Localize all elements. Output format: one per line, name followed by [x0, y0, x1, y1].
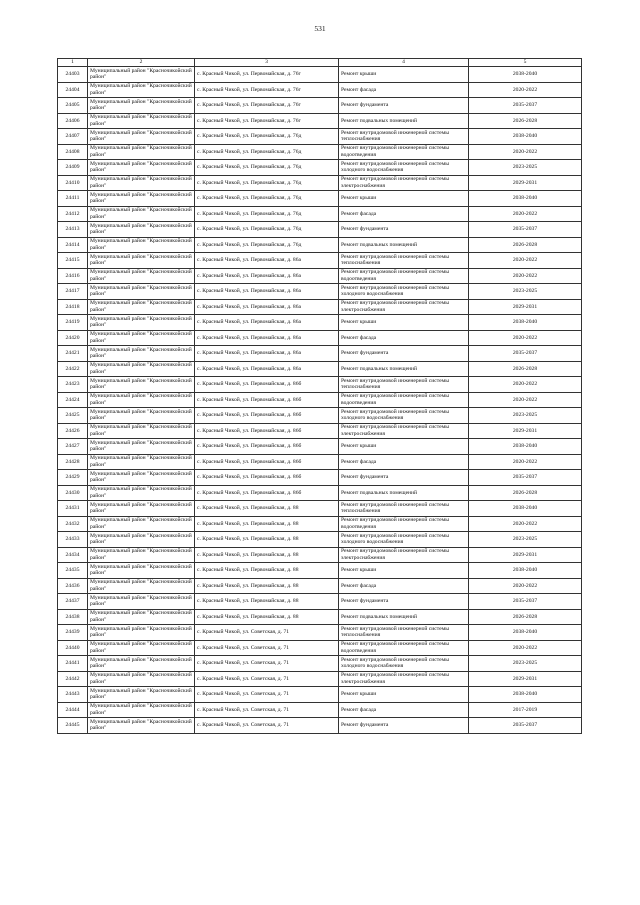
work-type-cell: Ремонт крыши	[339, 563, 469, 579]
period-cell: 2029-2031	[469, 671, 582, 687]
municipality-cell: Муниципальный район "Красночикойский район"	[88, 206, 195, 222]
work-type-cell: Ремонт фундамента	[339, 470, 469, 486]
address-cell: с. Красный Чикой, ул. Первомайская, д. 86б	[195, 377, 339, 393]
period-cell: 2029-2031	[469, 423, 582, 439]
row-number-cell: 24428	[58, 454, 88, 470]
municipality-cell: Муниципальный район "Красночикойский район"	[88, 687, 195, 703]
header-col-2: 2	[88, 59, 195, 67]
municipality-cell: Муниципальный район "Красночикойский район"	[88, 516, 195, 532]
row-number-cell: 24403	[58, 67, 88, 83]
period-cell: 2023-2025	[469, 532, 582, 548]
municipality-cell: Муниципальный район "Красночикойский район"	[88, 315, 195, 331]
municipality-cell: Муниципальный район "Красночикойский район"	[88, 284, 195, 300]
row-number-cell: 24413	[58, 222, 88, 238]
address-cell: с. Красный Чикой, ул. Первомайская, д. 86а	[195, 361, 339, 377]
row-number-cell: 24412	[58, 206, 88, 222]
address-cell: с. Красный Чикой, ул. Первомайская, д. 76д	[195, 175, 339, 191]
work-type-cell: Ремонт подвальных помещений	[339, 113, 469, 129]
work-type-cell: Ремонт подвальных помещений	[339, 361, 469, 377]
period-cell: 2026-2028	[469, 237, 582, 253]
row-number-cell: 24435	[58, 563, 88, 579]
municipality-cell: Муниципальный район "Красночикойский район"	[88, 439, 195, 455]
address-cell: с. Красный Чикой, ул. Первомайская, д. 86б	[195, 454, 339, 470]
table-row	[58, 222, 582, 238]
table-row	[58, 532, 582, 548]
table-row	[58, 82, 582, 98]
period-cell: 2038-2040	[469, 67, 582, 83]
period-cell: 2020-2022	[469, 392, 582, 408]
row-number-cell: 24407	[58, 129, 88, 145]
work-type-cell: Ремонт крыши	[339, 439, 469, 455]
period-cell: 2035-2037	[469, 98, 582, 114]
table-row	[58, 175, 582, 191]
table-row	[58, 687, 582, 703]
work-type-cell: Ремонт внутридомовой инженерной системы водоотведения	[339, 640, 469, 656]
municipality-cell: Муниципальный район "Красночикойский район"	[88, 702, 195, 718]
row-number-cell: 24442	[58, 671, 88, 687]
municipality-cell: Муниципальный район "Красночикойский район"	[88, 671, 195, 687]
address-cell: с. Красный Чикой, ул. Первомайская, д. 76д	[195, 222, 339, 238]
period-cell: 2023-2025	[469, 656, 582, 672]
table-row	[58, 67, 582, 83]
municipality-cell: Муниципальный район "Красночикойский район"	[88, 222, 195, 238]
table-row	[58, 98, 582, 114]
municipality-cell: Муниципальный район "Красночикойский район"	[88, 625, 195, 641]
period-cell: 2026-2028	[469, 609, 582, 625]
municipality-cell: Муниципальный район "Красночикойский район"	[88, 609, 195, 625]
address-cell: с. Красный Чикой, ул. Советская, д. 71	[195, 640, 339, 656]
period-cell: 2020-2022	[469, 330, 582, 346]
row-number-cell: 24427	[58, 439, 88, 455]
header-col-5: 5	[469, 59, 582, 67]
address-cell: с. Красный Чикой, ул. Советская, д. 71	[195, 656, 339, 672]
table-row	[58, 702, 582, 718]
work-type-cell: Ремонт внутридомовой инженерной системы теплоснабжения	[339, 253, 469, 269]
address-cell: с. Красный Чикой, ул. Первомайская, д. 86а	[195, 253, 339, 269]
work-type-cell: Ремонт крыши	[339, 67, 469, 83]
work-type-cell: Ремонт подвальных помещений	[339, 609, 469, 625]
row-number-cell: 24424	[58, 392, 88, 408]
period-cell: 2038-2040	[469, 501, 582, 517]
work-type-cell: Ремонт крыши	[339, 315, 469, 331]
work-type-cell: Ремонт крыши	[339, 687, 469, 703]
period-cell: 2038-2040	[469, 129, 582, 145]
work-type-cell: Ремонт фундамента	[339, 222, 469, 238]
row-number-cell: 24420	[58, 330, 88, 346]
table-body	[58, 67, 582, 734]
address-cell: с. Красный Чикой, ул. Советская, д. 71	[195, 718, 339, 734]
table-row	[58, 237, 582, 253]
work-type-cell: Ремонт фундамента	[339, 346, 469, 362]
row-number-cell: 24443	[58, 687, 88, 703]
municipality-cell: Муниципальный район "Красночикойский район"	[88, 144, 195, 160]
address-cell: с. Красный Чикой, ул. Первомайская, д. 76д	[195, 160, 339, 176]
table-row	[58, 144, 582, 160]
address-cell: с. Красный Чикой, ул. Первомайская, д. 88	[195, 578, 339, 594]
table-row	[58, 206, 582, 222]
period-cell: 2020-2022	[469, 578, 582, 594]
address-cell: с. Красный Чикой, ул. Советская, д. 71	[195, 625, 339, 641]
municipality-cell: Муниципальный район "Красночикойский район"	[88, 330, 195, 346]
work-type-cell: Ремонт фасада	[339, 82, 469, 98]
municipality-cell: Муниципальный район "Красночикойский район"	[88, 237, 195, 253]
row-number-cell: 24417	[58, 284, 88, 300]
work-type-cell: Ремонт внутридомовой инженерной системы теплоснабжения	[339, 377, 469, 393]
row-number-cell: 24440	[58, 640, 88, 656]
address-cell: с. Красный Чикой, ул. Первомайская, д. 76д	[195, 237, 339, 253]
work-type-cell: Ремонт фундамента	[339, 594, 469, 610]
row-number-cell: 24438	[58, 609, 88, 625]
table-row	[58, 516, 582, 532]
row-number-cell: 24426	[58, 423, 88, 439]
period-cell: 2023-2025	[469, 408, 582, 424]
address-cell: с. Красный Чикой, ул. Первомайская, д. 76г	[195, 113, 339, 129]
municipality-cell: Муниципальный район "Красночикойский район"	[88, 563, 195, 579]
table-header	[58, 59, 582, 67]
period-cell: 2020-2022	[469, 82, 582, 98]
row-number-cell: 24409	[58, 160, 88, 176]
period-cell: 2020-2022	[469, 268, 582, 284]
period-cell: 2020-2022	[469, 454, 582, 470]
period-cell: 2029-2031	[469, 299, 582, 315]
row-number-cell: 24433	[58, 532, 88, 548]
address-cell: с. Красный Чикой, ул. Первомайская, д. 86а	[195, 330, 339, 346]
address-cell: с. Красный Чикой, ул. Первомайская, д. 88	[195, 594, 339, 610]
work-type-cell: Ремонт внутридомовой инженерной системы теплоснабжения	[339, 129, 469, 145]
work-type-cell: Ремонт внутридомовой инженерной системы электроснабжения	[339, 671, 469, 687]
address-cell: с. Красный Чикой, ул. Первомайская, д. 86а	[195, 346, 339, 362]
address-cell: с. Красный Чикой, ул. Первомайская, д. 86б	[195, 392, 339, 408]
work-type-cell: Ремонт фасада	[339, 206, 469, 222]
municipality-cell: Муниципальный район "Красночикойский район"	[88, 640, 195, 656]
municipality-cell: Муниципальный район "Красночикойский район"	[88, 532, 195, 548]
work-type-cell: Ремонт фасада	[339, 702, 469, 718]
address-cell: с. Красный Чикой, ул. Первомайская, д. 76д	[195, 129, 339, 145]
period-cell: 2038-2040	[469, 439, 582, 455]
address-cell: с. Красный Чикой, ул. Первомайская, д. 86а	[195, 284, 339, 300]
address-cell: с. Красный Чикой, ул. Первомайская, д. 86б	[195, 485, 339, 501]
work-type-cell: Ремонт внутридомовой инженерной системы холодного водоснабжения	[339, 160, 469, 176]
table-row	[58, 377, 582, 393]
municipality-cell: Муниципальный район "Красночикойский район"	[88, 67, 195, 83]
row-number-cell: 24425	[58, 408, 88, 424]
table-row	[58, 640, 582, 656]
work-type-cell: Ремонт внутридомовой инженерной системы водоотведения	[339, 392, 469, 408]
municipality-cell: Муниципальный район "Красночикойский район"	[88, 191, 195, 207]
period-cell: 2026-2028	[469, 113, 582, 129]
municipality-cell: Муниципальный район "Красночикойский район"	[88, 423, 195, 439]
table-row	[58, 392, 582, 408]
table-row	[58, 423, 582, 439]
municipality-cell: Муниципальный район "Красночикойский район"	[88, 253, 195, 269]
repair-schedule-table	[57, 58, 582, 734]
address-cell: с. Красный Чикой, ул. Первомайская, д. 88	[195, 547, 339, 563]
municipality-cell: Муниципальный район "Красночикойский район"	[88, 578, 195, 594]
row-number-cell: 24445	[58, 718, 88, 734]
period-cell: 2023-2025	[469, 284, 582, 300]
work-type-cell: Ремонт внутридомовой инженерной системы электроснабжения	[339, 547, 469, 563]
period-cell: 2035-2037	[469, 346, 582, 362]
table-row	[58, 578, 582, 594]
address-cell: с. Красный Чикой, ул. Первомайская, д. 88	[195, 609, 339, 625]
period-cell: 2026-2028	[469, 485, 582, 501]
table-row	[58, 439, 582, 455]
period-cell: 2035-2037	[469, 222, 582, 238]
table-row	[58, 330, 582, 346]
address-cell: с. Красный Чикой, ул. Первомайская, д. 76г	[195, 67, 339, 83]
work-type-cell: Ремонт внутридомовой инженерной системы электроснабжения	[339, 299, 469, 315]
municipality-cell: Муниципальный район "Красночикойский район"	[88, 346, 195, 362]
table-row	[58, 609, 582, 625]
table-row	[58, 470, 582, 486]
row-number-cell: 24441	[58, 656, 88, 672]
address-cell: с. Красный Чикой, ул. Первомайская, д. 86а	[195, 315, 339, 331]
table-row	[58, 113, 582, 129]
period-cell: 2035-2037	[469, 470, 582, 486]
row-number-cell: 24423	[58, 377, 88, 393]
table-row	[58, 299, 582, 315]
row-number-cell: 24416	[58, 268, 88, 284]
municipality-cell: Муниципальный район "Красночикойский район"	[88, 160, 195, 176]
municipality-cell: Муниципальный район "Красночикойский район"	[88, 594, 195, 610]
table-row	[58, 501, 582, 517]
table-row	[58, 361, 582, 377]
row-number-cell: 24415	[58, 253, 88, 269]
row-number-cell: 24406	[58, 113, 88, 129]
address-cell: с. Красный Чикой, ул. Первомайская, д. 88	[195, 516, 339, 532]
period-cell: 2020-2022	[469, 144, 582, 160]
table-row	[58, 268, 582, 284]
row-number-cell: 24419	[58, 315, 88, 331]
address-cell: с. Красный Чикой, ул. Первомайская, д. 76г	[195, 82, 339, 98]
municipality-cell: Муниципальный район "Красночикойский район"	[88, 408, 195, 424]
period-cell: 2038-2040	[469, 191, 582, 207]
work-type-cell: Ремонт внутридомовой инженерной системы водоотведения	[339, 516, 469, 532]
work-type-cell: Ремонт внутридомовой инженерной системы холодного водоснабжения	[339, 408, 469, 424]
row-number-cell: 24429	[58, 470, 88, 486]
table-row	[58, 160, 582, 176]
row-number-cell: 24439	[58, 625, 88, 641]
table-row	[58, 253, 582, 269]
period-cell: 2035-2037	[469, 594, 582, 610]
table-row	[58, 191, 582, 207]
work-type-cell: Ремонт фасада	[339, 578, 469, 594]
period-cell: 2020-2022	[469, 253, 582, 269]
work-type-cell: Ремонт фундамента	[339, 98, 469, 114]
address-cell: с. Красный Чикой, ул. Первомайская, д. 88	[195, 532, 339, 548]
municipality-cell: Муниципальный район "Красночикойский район"	[88, 392, 195, 408]
row-number-cell: 24410	[58, 175, 88, 191]
table-row	[58, 625, 582, 641]
period-cell: 2020-2022	[469, 206, 582, 222]
row-number-cell: 24408	[58, 144, 88, 160]
period-cell: 2020-2022	[469, 516, 582, 532]
row-number-cell: 24430	[58, 485, 88, 501]
address-cell: с. Красный Чикой, ул. Первомайская, д. 88	[195, 563, 339, 579]
period-cell: 2035-2037	[469, 718, 582, 734]
municipality-cell: Муниципальный район "Красночикойский район"	[88, 113, 195, 129]
period-cell: 2029-2031	[469, 175, 582, 191]
period-cell: 2023-2025	[469, 160, 582, 176]
work-type-cell: Ремонт внутридомовой инженерной системы холодного водоснабжения	[339, 284, 469, 300]
row-number-cell: 24421	[58, 346, 88, 362]
header-col-4: 4	[339, 59, 469, 67]
table-row	[58, 594, 582, 610]
address-cell: с. Красный Чикой, ул. Первомайская, д. 76д	[195, 191, 339, 207]
municipality-cell: Муниципальный район "Красночикойский район"	[88, 547, 195, 563]
table-row	[58, 656, 582, 672]
period-cell: 2038-2040	[469, 687, 582, 703]
work-type-cell: Ремонт внутридомовой инженерной системы электроснабжения	[339, 175, 469, 191]
row-number-cell: 24431	[58, 501, 88, 517]
municipality-cell: Муниципальный район "Красночикойский район"	[88, 485, 195, 501]
table-row	[58, 454, 582, 470]
table-row	[58, 485, 582, 501]
address-cell: с. Красный Чикой, ул. Советская, д. 71	[195, 702, 339, 718]
header-col-1: 1	[58, 59, 88, 67]
municipality-cell: Муниципальный район "Красночикойский район"	[88, 175, 195, 191]
address-cell: с. Красный Чикой, ул. Первомайская, д. 86а	[195, 299, 339, 315]
header-col-3: 3	[195, 59, 339, 67]
municipality-cell: Муниципальный район "Красночикойский район"	[88, 268, 195, 284]
row-number-cell: 24414	[58, 237, 88, 253]
address-cell: с. Красный Чикой, ул. Первомайская, д. 76д	[195, 206, 339, 222]
work-type-cell: Ремонт внутридомовой инженерной системы теплоснабжения	[339, 501, 469, 517]
municipality-cell: Муниципальный район "Красночикойский район"	[88, 377, 195, 393]
work-type-cell: Ремонт фасада	[339, 330, 469, 346]
municipality-cell: Муниципальный район "Красночикойский район"	[88, 299, 195, 315]
address-cell: с. Красный Чикой, ул. Первомайская, д. 88	[195, 501, 339, 517]
work-type-cell: Ремонт внутридомовой инженерной системы водоотведения	[339, 144, 469, 160]
row-number-cell: 24436	[58, 578, 88, 594]
municipality-cell: Муниципальный район "Красночикойский район"	[88, 470, 195, 486]
municipality-cell: Муниципальный район "Красночикойский район"	[88, 361, 195, 377]
address-cell: с. Красный Чикой, ул. Первомайская, д. 86а	[195, 268, 339, 284]
row-number-cell: 24437	[58, 594, 88, 610]
address-cell: с. Красный Чикой, ул. Советская, д. 71	[195, 687, 339, 703]
period-cell: 2020-2022	[469, 377, 582, 393]
address-cell: с. Красный Чикой, ул. Первомайская, д. 76г	[195, 98, 339, 114]
table-row	[58, 129, 582, 145]
address-cell: с. Красный Чикой, ул. Первомайская, д. 86б	[195, 439, 339, 455]
table-row	[58, 718, 582, 734]
row-number-cell: 24422	[58, 361, 88, 377]
address-cell: с. Красный Чикой, ул. Первомайская, д. 76д	[195, 144, 339, 160]
table-row	[58, 284, 582, 300]
work-type-cell: Ремонт внутридомовой инженерной системы холодного водоснабжения	[339, 532, 469, 548]
row-number-cell: 24411	[58, 191, 88, 207]
address-cell: с. Красный Чикой, ул. Первомайская, д. 86б	[195, 408, 339, 424]
work-type-cell: Ремонт фундамента	[339, 718, 469, 734]
work-type-cell: Ремонт подвальных помещений	[339, 485, 469, 501]
address-cell: с. Красный Чикой, ул. Первомайская, д. 86б	[195, 423, 339, 439]
row-number-cell: 24418	[58, 299, 88, 315]
work-type-cell: Ремонт крыши	[339, 191, 469, 207]
table-row	[58, 408, 582, 424]
row-number-cell: 24434	[58, 547, 88, 563]
work-type-cell: Ремонт внутридомовой инженерной системы электроснабжения	[339, 423, 469, 439]
work-type-cell: Ремонт внутридомовой инженерной системы холодного водоснабжения	[339, 656, 469, 672]
table-row	[58, 547, 582, 563]
table-row	[58, 563, 582, 579]
table-row	[58, 671, 582, 687]
municipality-cell: Муниципальный район "Красночикойский район"	[88, 129, 195, 145]
table-row	[58, 346, 582, 362]
period-cell: 2017-2019	[469, 702, 582, 718]
period-cell: 2026-2028	[469, 361, 582, 377]
period-cell: 2038-2040	[469, 315, 582, 331]
header-row	[58, 59, 582, 67]
municipality-cell: Муниципальный район "Красночикойский район"	[88, 501, 195, 517]
page-number: 531	[314, 24, 326, 33]
period-cell: 2038-2040	[469, 625, 582, 641]
period-cell: 2029-2031	[469, 547, 582, 563]
work-type-cell: Ремонт внутридомовой инженерной системы теплоснабжения	[339, 625, 469, 641]
period-cell: 2020-2022	[469, 640, 582, 656]
row-number-cell: 24405	[58, 98, 88, 114]
period-cell: 2038-2040	[469, 563, 582, 579]
municipality-cell: Муниципальный район "Красночикойский район"	[88, 98, 195, 114]
municipality-cell: Муниципальный район "Красночикойский район"	[88, 718, 195, 734]
municipality-cell: Муниципальный район "Красночикойский район"	[88, 656, 195, 672]
table-row	[58, 315, 582, 331]
municipality-cell: Муниципальный район "Красночикойский район"	[88, 454, 195, 470]
row-number-cell: 24432	[58, 516, 88, 532]
work-type-cell: Ремонт фасада	[339, 454, 469, 470]
work-type-cell: Ремонт внутридомовой инженерной системы водоотведения	[339, 268, 469, 284]
work-type-cell: Ремонт подвальных помещений	[339, 237, 469, 253]
address-cell: с. Красный Чикой, ул. Советская, д. 71	[195, 671, 339, 687]
row-number-cell: 24444	[58, 702, 88, 718]
row-number-cell: 24404	[58, 82, 88, 98]
municipality-cell: Муниципальный район "Красночикойский район"	[88, 82, 195, 98]
address-cell: с. Красный Чикой, ул. Первомайская, д. 86б	[195, 470, 339, 486]
